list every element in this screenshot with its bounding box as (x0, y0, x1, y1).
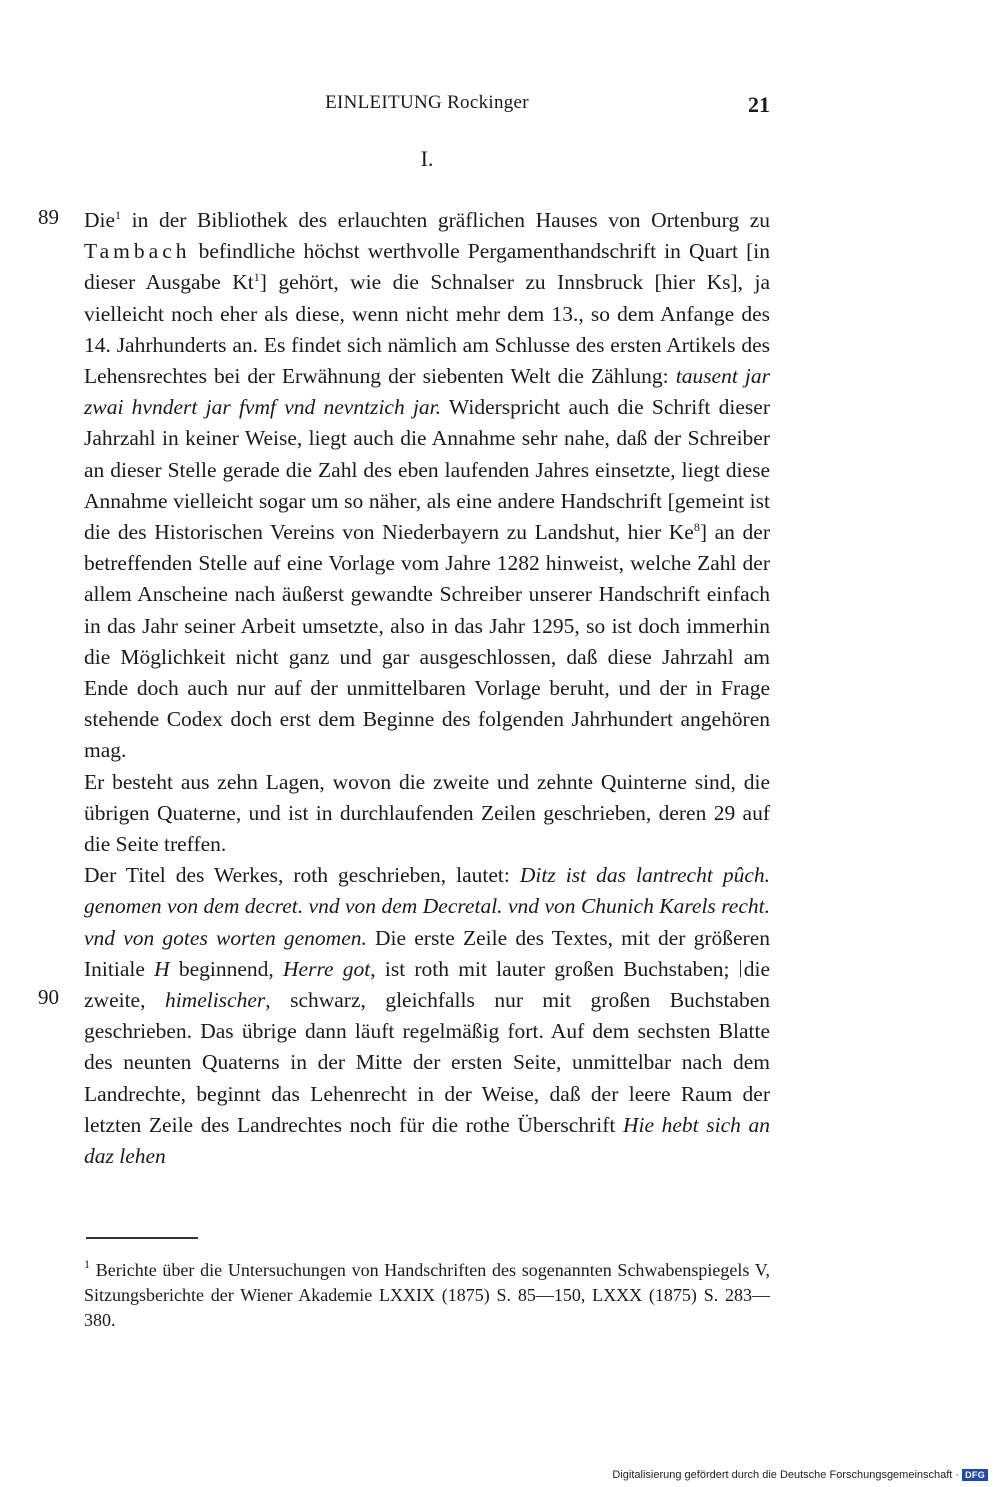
footnote-text: Berichte über die Untersuchungen von Handschriften des sogenannten Schwabenspiegels V, Sitzungsberichte der Wiener Akademie LXXIX (1875) S. 85—150, LXXX (1875) S. 283—380. (84, 1260, 770, 1330)
p3-text: die zweite, (84, 956, 770, 1013)
p1-text: in der Bibliothek des erlauchten gräflichen Hauses von Ortenburg zu (121, 208, 770, 232)
dfg-logo-icon: DFG (962, 1469, 988, 1481)
title-quotation: Ditz ist das lantrecht pûch. genomen von dem decret. vnd von dem Decretal. vnd von Chunich Karels recht. vnd von gotes worten genomen. (84, 863, 771, 950)
p1-text: Die (84, 208, 116, 232)
p1-text: Widerspricht auch die Schrift dieser Jahrzahl in keiner Weise, liegt auch die Annahme sehr nahe, daß der Schreiber an dieser Stelle gerade die Zahl des eben laufenden Jahres einsetzte, liegt diese Annahme vielleicht sogar um so näher, als eine andere Handschrift [gemeint ist die des Historischen Vereins von Niederbayern zu Landshut, hier Ke (84, 395, 770, 545)
digitization-credit (612, 1469, 988, 1481)
p1-text: ] an der betreffenden Stelle auf eine Vorlage vom Jahre 1282 hinweist, welche Zahl der allem Anscheine nach äußerst gewandte Schreiber unserer Handschrift einfach in das Jahr seiner Arbeit umsetzte, also in das Jahr 1295, so ist doch immerhin die Möglichkeit nicht ganz und gar ausgeschlossen, daß diese Jahrzahl am Ende doch auch nur auf der unmittelbaren Vorlage beruht, und der in Frage stehende Codex doch erst dem Beginne des folgenden Jahrhundert angehören mag. (84, 520, 771, 763)
page-number: 21 (748, 92, 770, 117)
p1-text: befindliche höchst werthvolle Pergamenthandschrift in Quart [in dieser Ausgabe Kt (84, 239, 770, 295)
footnote-ref[interactable]: 1 (115, 208, 122, 222)
siglum-superscript: 1 (253, 270, 260, 285)
p3-text: beginnend, (169, 956, 284, 981)
section-numeral: I. (420, 146, 434, 171)
running-head (84, 92, 770, 122)
body-text (84, 205, 770, 1172)
paragraph-3 (84, 860, 770, 1172)
margin-number-89: 89 (38, 205, 59, 229)
place-name: Tambach (84, 239, 191, 264)
footnote-marker: 1 (84, 1257, 90, 1271)
p3-text: , ist roth mit lauter großen Buchstaben; (370, 956, 730, 981)
p3-text: , schwarz, gleichfalls nur mit großen Buchstaben geschrieben. Das übrige dann läuft regelmäßig fort. Auf dem sechsten Blatte des neunten Quaterns in der Mitte der ersten Seite, unmittelbar nach dem Landrechte, beginnt das Lehenrecht in der Weise, daß der leere Raum der letzten Zeile des Landrechtes noch für die rothe Überschrift (84, 988, 770, 1137)
p1-text: ] gehört, wie die Schnalser zu Innsbruck [hier Ks], ja vielleicht noch eher als diese, wenn nicht mehr dem 13., so dem Anfange des 14. Jahrhunderts an. Es findet sich nämlich am Schlusse des ersten Artikels des Lehensrechtes bei der Erwähnung der siebenten Welt die Zählung: (84, 270, 770, 389)
initial-letter: H (154, 956, 170, 981)
margin-number-90: 90 (38, 985, 59, 1009)
folio-break-mark (740, 960, 741, 977)
p2-text: Er besteht aus zehn Lagen, wovon die zweite und zehnte Quinterne sind, die übrigen Quaterne, und ist in durchlaufenden Zeilen geschrieben, deren 29 auf die Seite treffen. (84, 769, 770, 857)
heading-quotation: Hie hebt sich an daz lehen (84, 1112, 770, 1169)
running-title: EINLEITUNG Rockinger (325, 92, 529, 113)
p3-text: Die erste Zeile des Textes, mit der größeren Initiale (84, 925, 770, 981)
siglum-superscript: 8 (693, 520, 700, 535)
p3-text: Der Titel des Werkes, roth geschrieben, lautet: (84, 863, 520, 888)
second-line-quotation: himelischer (164, 988, 266, 1013)
footnote-divider (86, 1237, 198, 1239)
footnote (84, 1258, 770, 1333)
incipit-quotation: Herre got (283, 956, 371, 981)
paragraph-1 (84, 205, 770, 767)
quotation-year: tausent jar zwai hvndert jar fvmf vnd nevntzich jar. (84, 364, 770, 420)
credit-text: Digitalisierung gefördert durch die Deutsche Forschungsgemeinschaft · (612, 1469, 960, 1481)
paragraph-2 (84, 767, 770, 861)
